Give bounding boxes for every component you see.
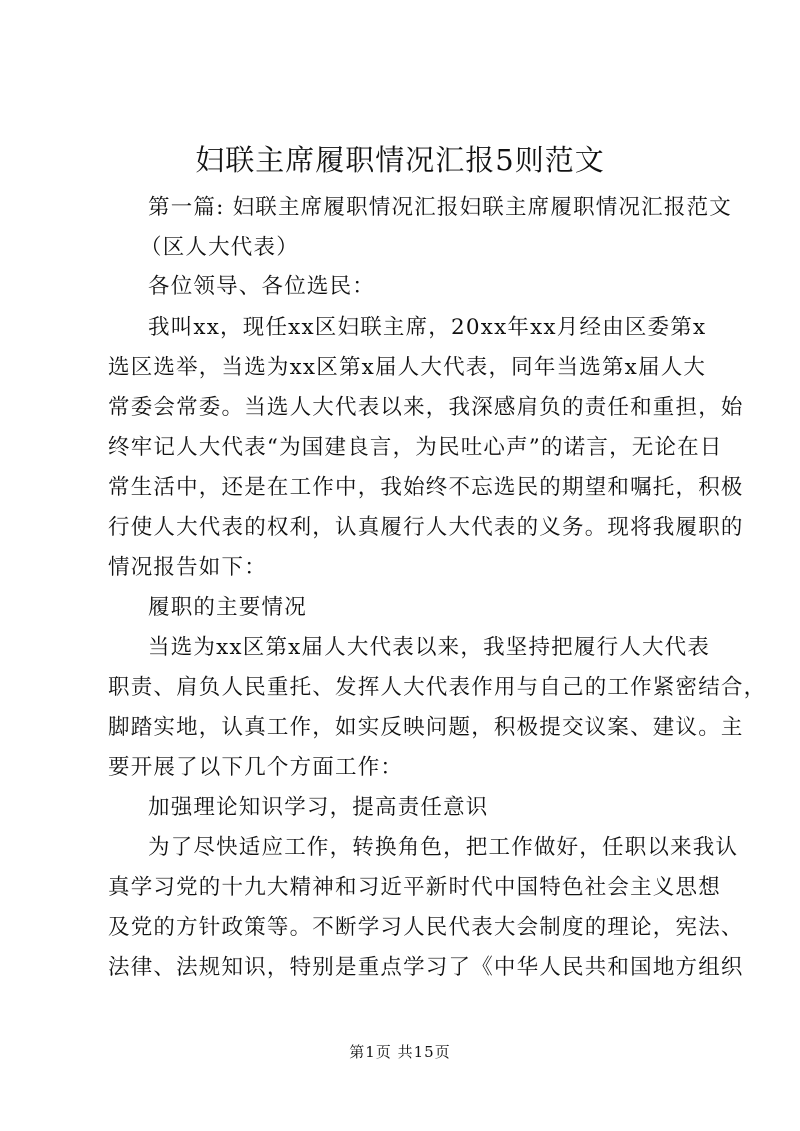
section-heading: 加强理论知识学习，提高责任意识 xyxy=(148,795,489,820)
text-line: 情况报告如下： xyxy=(108,555,267,580)
text-line: 及党的方针政策等。不断学习人民代表大会制度的理论，宪法、 xyxy=(108,915,744,940)
text-line: （区人大代表） xyxy=(140,235,299,260)
text-line: 脚踏实地，认真工作，如实反映问题，积极提交议案、建议。主 xyxy=(108,715,744,740)
text-line: 选区选举，当选为xx区第x届人大代表，同年当选第x届人大 xyxy=(108,355,707,380)
text-line: 各位领导、各位选民： xyxy=(148,274,376,299)
text-line: 职责、肩负人民重托、发挥人大代表作用与自己的工作紧密结合， xyxy=(108,675,767,700)
text-line: 我叫xx，现任xx区妇联主席，20xx年xx月经由区委第x xyxy=(148,315,707,340)
text-line: 要开展了以下几个方面工作： xyxy=(108,755,404,780)
text-line: 常委会常委。当选人大代表以来，我深感肩负的责任和重担，始 xyxy=(108,395,744,420)
text-line: 行使人大代表的权利，认真履行人大代表的义务。现将我履职的 xyxy=(108,515,744,540)
text-line: 为了尽快适应工作，转换角色，把工作做好，任职以来我认 xyxy=(148,835,739,860)
text-line: 第一篇: 妇联主席履职情况汇报妇联主席履职情况汇报范文 xyxy=(148,195,732,220)
text-line: 当选为xx区第x届人大代表以来，我坚持把履行人大代表 xyxy=(148,635,711,660)
section-heading: 履职的主要情况 xyxy=(148,595,307,620)
text-line: 法律、法规知识，特别是重点学习了《中华人民共和国地方组织 xyxy=(108,955,744,980)
document-title: 妇联主席履职情况汇报5则范文 xyxy=(195,143,605,177)
text-line: 常生活中，还是在工作中，我始终不忘选民的期望和嘱托，积极 xyxy=(108,475,744,500)
text-line: 终牢记人大代表“为国建良言，为民吐心声”的诺言，无论在日 xyxy=(108,435,723,460)
page-footer: 第1页 共15页 xyxy=(349,1043,451,1061)
text-line: 真学习党的十九大精神和习近平新时代中国特色社会主义思想 xyxy=(108,875,721,900)
